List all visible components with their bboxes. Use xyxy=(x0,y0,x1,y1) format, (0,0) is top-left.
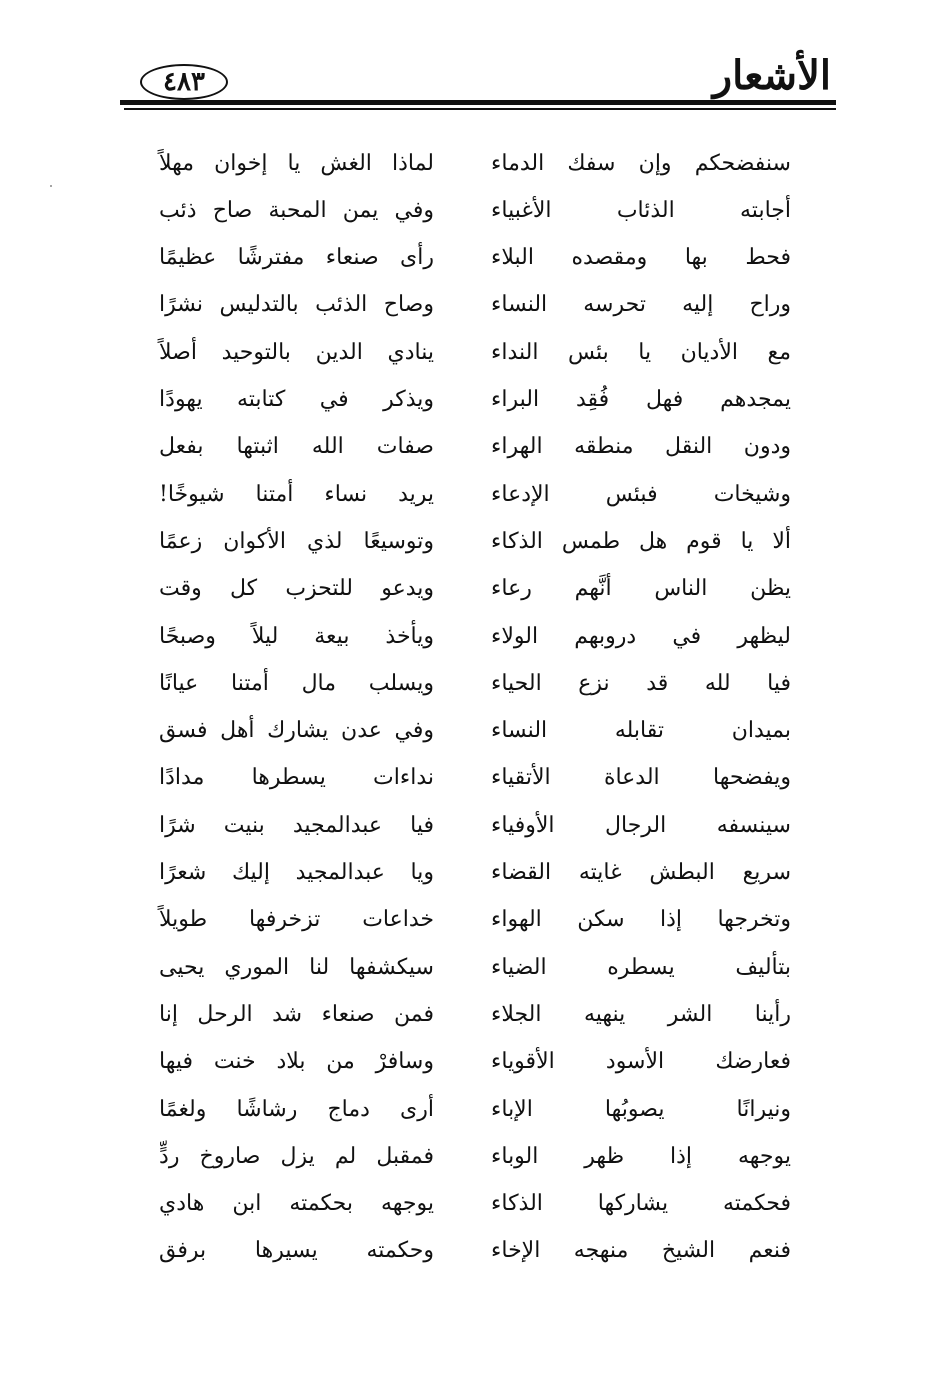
verse-row xyxy=(0,1086,939,1132)
verse-second-hemistich: بميدان تقابله النساء xyxy=(491,718,791,744)
verse-second-hemistich: فعارضك الأسود الأقوياء xyxy=(491,1049,791,1075)
verse-first-hemistich: نداءات يسطرها مدادًا xyxy=(159,765,434,791)
verse-row xyxy=(0,1039,939,1085)
verse-first-hemistich: ويذكر في كتابته يهودًا xyxy=(159,387,434,412)
verse-row xyxy=(0,140,939,186)
verse-second-hemistich: ليظهر في دروبهم الولاء xyxy=(491,623,791,649)
verse-first-hemistich: وحكمته يسيرها برفق xyxy=(159,1238,434,1264)
verse-first-hemistich: وصاح الذئب بالتدليس نشرًا xyxy=(159,292,434,318)
header-rule-thick xyxy=(120,100,836,105)
book-title: الأشعار xyxy=(712,52,831,99)
verse-second-hemistich: فيا لله قد نزع الحياء xyxy=(491,670,791,696)
header-rule-thin xyxy=(124,108,836,110)
verse-row xyxy=(0,1133,939,1179)
verse-first-hemistich: أرى دماج رشاشًا ولغمًا xyxy=(159,1096,434,1122)
verse-first-hemistich: صفات الله اثبتها بفعل xyxy=(159,434,434,460)
verse-second-hemistich: فحكمته يشاركها الذكاء xyxy=(491,1191,791,1217)
verse-row xyxy=(0,991,939,1037)
verse-row xyxy=(0,1181,939,1227)
verse-row xyxy=(0,613,939,659)
verse-first-hemistich: وفي عدن يشارك أهل فسق xyxy=(159,718,434,744)
verse-first-hemistich: رأى صنعاء مفترشًا عظيمًا xyxy=(159,245,434,271)
verse-first-hemistich: ينادي الدين بالتوحيد أصلاً xyxy=(159,339,434,365)
verse-row xyxy=(0,802,939,848)
verse-row xyxy=(0,518,939,564)
verse-second-hemistich: فحط بها ومقصده البلاء xyxy=(491,245,791,271)
verse-row xyxy=(0,282,939,328)
verse-first-hemistich: ويا عبدالمجيد إليك شعرًا xyxy=(159,860,434,885)
verse-row xyxy=(0,850,939,896)
page-header xyxy=(0,0,939,120)
verse-row xyxy=(0,897,939,943)
verse-row xyxy=(0,187,939,233)
verse-second-hemistich: ودون النقل منطقه الهراء xyxy=(491,434,791,460)
verse-second-hemistich: وشيخات فبئس الإدعاء xyxy=(491,481,791,507)
verse-second-hemistich: فنعم الشيخ منهجه الإخاء xyxy=(491,1238,791,1264)
verse-second-hemistich: وتخرجها إذا سكن الهواء xyxy=(491,907,791,933)
page-number: ٤٨٣ xyxy=(163,67,205,97)
verse-row xyxy=(0,944,939,990)
verse-first-hemistich: فمقبل لم يزل صاروخ ردٍّ xyxy=(159,1143,434,1169)
verse-second-hemistich: يوجهه إذا ظهر الوباء xyxy=(491,1143,791,1169)
verse-second-hemistich: سريع البطش غايته القضاء xyxy=(491,860,791,885)
verse-row xyxy=(0,235,939,281)
verse-first-hemistich: سيكشفها لنا الموري يحيى xyxy=(159,954,434,980)
verse-row xyxy=(0,1228,939,1274)
verse-first-hemistich: خداعات تزخرفها طويلاً xyxy=(159,907,434,933)
verse-first-hemistich: لماذا الغش يا إخوان مهلاً xyxy=(159,150,434,176)
verse-second-hemistich: رأينا الشر ينهيه الجلاء xyxy=(491,1001,791,1027)
verse-second-hemistich: ونيرانًا يصوبُها الإباء xyxy=(491,1096,791,1122)
verse-row xyxy=(0,708,939,754)
page-number-badge xyxy=(140,64,228,100)
verse-first-hemistich: وسافرْ من بلاد خنت فيها xyxy=(159,1049,434,1075)
verse-row xyxy=(0,471,939,517)
verse-row xyxy=(0,377,939,423)
verse-second-hemistich: ألا يا قوم هل طمس الذكاء xyxy=(491,528,791,554)
verse-first-hemistich: وتوسيعًا لذي الأكوان زعمًا xyxy=(159,528,434,554)
verse-second-hemistich: بتأليف يسطره الضياء xyxy=(491,954,791,980)
verse-first-hemistich: يوجهه بحكمته ابن هادي xyxy=(159,1191,434,1217)
verse-first-hemistich: ويسلب مال أمتنا عيانًا xyxy=(159,670,434,696)
verse-first-hemistich: وفي يمن المحبة صاح ذئب xyxy=(159,197,434,223)
verse-second-hemistich: يمجدهم فهل فُقِد البراء xyxy=(491,387,791,412)
verse-second-hemistich: وراح إليه تحرسه النساء xyxy=(491,292,791,318)
verse-row xyxy=(0,566,939,612)
verse-second-hemistich: سينسفه الرجال الأوفياء xyxy=(491,812,791,838)
verse-row xyxy=(0,755,939,801)
verse-first-hemistich: ويدعو للتحزب كل وقت xyxy=(159,576,434,602)
verse-row xyxy=(0,660,939,706)
verse-first-hemistich: ويأخذ بيعة ليلاً وصبحًا xyxy=(159,623,434,649)
verse-first-hemistich: يريد نساء أمتنا شيوخًا! xyxy=(159,481,434,507)
verse-second-hemistich: مع الأديان يا بئس النداء xyxy=(491,339,791,365)
verse-row xyxy=(0,424,939,470)
verse-second-hemistich: يظن الناس أنَّهم رعاء xyxy=(491,576,791,602)
verse-row xyxy=(0,329,939,375)
verse-second-hemistich: أجابته الذئاب الأغبياء xyxy=(491,197,791,223)
verse-second-hemistich: سنفضحكم وإن سفك الدماء xyxy=(491,150,791,176)
verse-first-hemistich: فيا عبدالمجيد بنيت شرًا xyxy=(159,812,434,838)
verse-second-hemistich: ويفضحها الدعاة الأتقياء xyxy=(491,765,791,791)
verse-first-hemistich: فمن صنعاء شد الرحل إنا xyxy=(159,1001,434,1027)
